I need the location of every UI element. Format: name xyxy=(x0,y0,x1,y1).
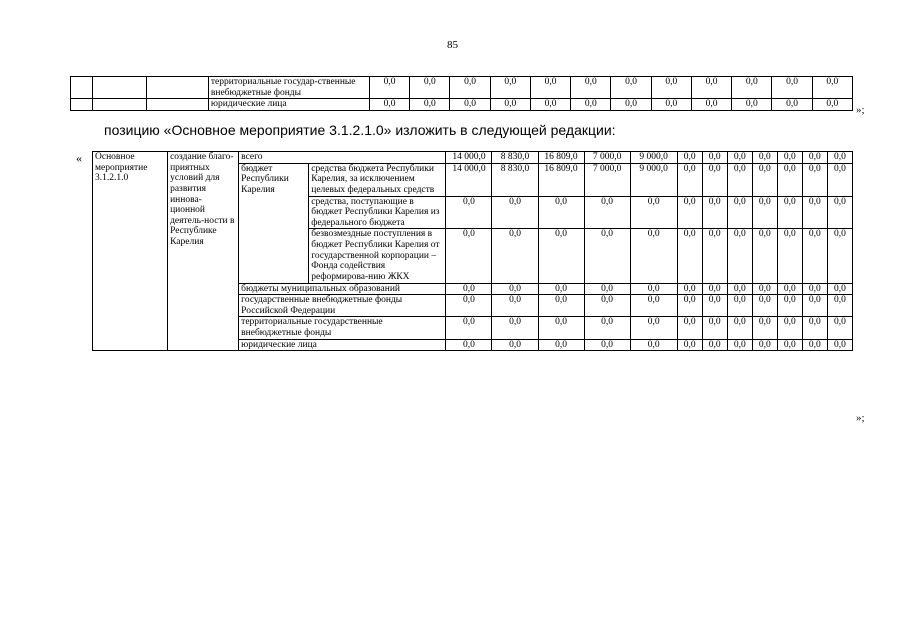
value-cell: 0,0 xyxy=(802,196,827,229)
value-cell: 0,0 xyxy=(677,317,702,339)
value-cell: 8 830,0 xyxy=(492,152,538,164)
value-cell: 0,0 xyxy=(727,339,752,351)
value-cell: 0,0 xyxy=(492,196,538,229)
row-label: бюджеты муниципальных образований xyxy=(239,283,446,295)
row-label: средства, поступающие в бюджет Республики Карелия из федерального бюджета xyxy=(309,196,446,229)
value-cell: 14 000,0 xyxy=(446,163,492,196)
row-label: юридические лица xyxy=(239,339,446,351)
value-cell: 0,0 xyxy=(611,99,651,111)
value-cell: 0,0 xyxy=(492,339,538,351)
value-cell: 0,0 xyxy=(446,196,492,229)
value-cell: 0,0 xyxy=(677,339,702,351)
value-cell: 0,0 xyxy=(651,99,691,111)
value-cell: 0,0 xyxy=(492,283,538,295)
value-cell: 7 000,0 xyxy=(584,152,630,164)
value-cell: 0,0 xyxy=(584,196,630,229)
value-cell: 0,0 xyxy=(677,152,702,164)
value-cell: 0,0 xyxy=(777,283,802,295)
value-cell: 0,0 xyxy=(702,229,727,283)
value-cell: 0,0 xyxy=(777,317,802,339)
value-cell: 0,0 xyxy=(752,283,777,295)
value-cell: 0,0 xyxy=(802,229,827,283)
value-cell: 0,0 xyxy=(450,77,490,99)
value-cell: 0,0 xyxy=(727,196,752,229)
value-cell: 0,0 xyxy=(727,317,752,339)
row-label: государственные внебюджетные фонды Российской Федерации xyxy=(239,295,446,317)
value-cell: 0,0 xyxy=(530,99,570,111)
value-cell: 0,0 xyxy=(651,77,691,99)
value-cell: 0,0 xyxy=(584,283,630,295)
value-cell: 0,0 xyxy=(369,99,409,111)
value-cell: 14 000,0 xyxy=(446,152,492,164)
empty-cell xyxy=(93,99,147,111)
row-label: средства бюджета Республики Карелия, за исключением целевых федеральных средств xyxy=(309,163,446,196)
value-cell: 0,0 xyxy=(732,77,772,99)
value-cell: 0,0 xyxy=(691,77,731,99)
value-cell: 0,0 xyxy=(702,152,727,164)
value-cell: 0,0 xyxy=(630,339,677,351)
value-cell: 0,0 xyxy=(702,196,727,229)
row-label: всего xyxy=(239,152,446,164)
value-cell: 0,0 xyxy=(777,196,802,229)
value-cell: 0,0 xyxy=(611,77,651,99)
value-cell: 0,0 xyxy=(584,339,630,351)
activity-cell: Основное мероприятие 3.1.2.1.0 xyxy=(93,152,168,351)
value-cell: 0,0 xyxy=(702,163,727,196)
value-cell: 0,0 xyxy=(727,152,752,164)
value-cell: 0,0 xyxy=(630,317,677,339)
value-cell: 0,0 xyxy=(802,283,827,295)
value-cell: 0,0 xyxy=(802,152,827,164)
value-cell: 9 000,0 xyxy=(630,163,677,196)
value-cell: 0,0 xyxy=(827,196,852,229)
value-cell: 0,0 xyxy=(752,339,777,351)
empty-cell xyxy=(71,77,93,99)
goal-cell: создание благо-приятных условий для развития иннова-ционной деятель-ности в Республике Карелия xyxy=(168,152,239,351)
value-cell: 0,0 xyxy=(538,317,584,339)
value-cell: 0,0 xyxy=(777,339,802,351)
value-cell: 9 000,0 xyxy=(630,152,677,164)
value-cell: 0,0 xyxy=(538,339,584,351)
empty-cell xyxy=(147,77,208,99)
value-cell: 0,0 xyxy=(691,99,731,111)
value-cell: 0,0 xyxy=(752,229,777,283)
value-cell: 0,0 xyxy=(702,339,727,351)
value-cell: 0,0 xyxy=(446,295,492,317)
value-cell: 0,0 xyxy=(410,77,450,99)
value-cell: 0,0 xyxy=(538,283,584,295)
value-cell: 0,0 xyxy=(827,229,852,283)
value-cell: 0,0 xyxy=(752,317,777,339)
value-cell: 0,0 xyxy=(584,229,630,283)
value-cell: 0,0 xyxy=(492,317,538,339)
value-cell: 0,0 xyxy=(490,77,530,99)
value-cell: 0,0 xyxy=(777,229,802,283)
budget-table-main xyxy=(92,151,853,351)
value-cell: 0,0 xyxy=(802,163,827,196)
value-cell: 0,0 xyxy=(732,99,772,111)
value-cell: 0,0 xyxy=(450,99,490,111)
value-cell: 0,0 xyxy=(446,339,492,351)
value-cell: 0,0 xyxy=(827,163,852,196)
value-cell: 0,0 xyxy=(584,295,630,317)
row-label: территориальные государ-ственные внебюджетные фонды xyxy=(208,77,369,99)
value-cell: 8 830,0 xyxy=(492,163,538,196)
value-cell: 0,0 xyxy=(727,163,752,196)
opening-quote: « xyxy=(76,151,82,165)
empty-cell xyxy=(147,99,208,111)
value-cell: 0,0 xyxy=(827,317,852,339)
value-cell: 0,0 xyxy=(752,196,777,229)
value-cell: 0,0 xyxy=(827,283,852,295)
value-cell: 0,0 xyxy=(702,295,727,317)
value-cell: 0,0 xyxy=(812,77,852,99)
value-cell: 0,0 xyxy=(571,77,611,99)
value-cell: 0,0 xyxy=(677,229,702,283)
table-row-total xyxy=(93,152,853,164)
value-cell: 0,0 xyxy=(772,77,812,99)
value-cell: 0,0 xyxy=(630,229,677,283)
row-label: безвозмездные поступления в бюджет Республики Карелия от государственной корпорации – Фонда содействия реформирова-нию ЖКХ xyxy=(309,229,446,283)
value-cell: 0,0 xyxy=(446,283,492,295)
value-cell: 0,0 xyxy=(802,339,827,351)
value-cell: 0,0 xyxy=(677,283,702,295)
value-cell: 0,0 xyxy=(490,99,530,111)
value-cell: 0,0 xyxy=(827,152,852,164)
value-cell: 0,0 xyxy=(802,295,827,317)
value-cell: 0,0 xyxy=(538,229,584,283)
value-cell: 0,0 xyxy=(777,152,802,164)
budget-group-cell: бюджет Республики Карелия xyxy=(239,163,309,283)
value-cell: 0,0 xyxy=(571,99,611,111)
closing-quote-1: »; xyxy=(856,104,865,116)
value-cell: 0,0 xyxy=(752,295,777,317)
closing-quote-2: »; xyxy=(856,412,865,424)
empty-cell xyxy=(71,99,93,111)
value-cell: 16 809,0 xyxy=(538,152,584,164)
table-row xyxy=(71,99,853,111)
value-cell: 0,0 xyxy=(630,283,677,295)
value-cell: 0,0 xyxy=(446,317,492,339)
value-cell: 0,0 xyxy=(752,163,777,196)
value-cell: 0,0 xyxy=(410,99,450,111)
value-cell: 0,0 xyxy=(677,196,702,229)
value-cell: 7 000,0 xyxy=(584,163,630,196)
value-cell: 0,0 xyxy=(702,283,727,295)
value-cell: 0,0 xyxy=(827,295,852,317)
value-cell: 0,0 xyxy=(802,317,827,339)
value-cell: 0,0 xyxy=(727,283,752,295)
value-cell: 0,0 xyxy=(812,99,852,111)
value-cell: 0,0 xyxy=(727,229,752,283)
value-cell: 0,0 xyxy=(492,229,538,283)
value-cell: 0,0 xyxy=(727,295,752,317)
value-cell: 0,0 xyxy=(772,99,812,111)
value-cell: 0,0 xyxy=(584,317,630,339)
value-cell: 0,0 xyxy=(538,295,584,317)
budget-table-continuation xyxy=(70,76,853,111)
value-cell: 0,0 xyxy=(630,196,677,229)
value-cell: 0,0 xyxy=(777,163,802,196)
row-label: территориальные государственные внебюджетные фонды xyxy=(239,317,446,339)
empty-cell xyxy=(93,77,147,99)
value-cell: 0,0 xyxy=(677,295,702,317)
value-cell: 0,0 xyxy=(827,339,852,351)
value-cell: 16 809,0 xyxy=(538,163,584,196)
value-cell: 0,0 xyxy=(538,196,584,229)
value-cell: 0,0 xyxy=(369,77,409,99)
value-cell: 0,0 xyxy=(530,77,570,99)
value-cell: 0,0 xyxy=(630,295,677,317)
value-cell: 0,0 xyxy=(702,317,727,339)
value-cell: 0,0 xyxy=(777,295,802,317)
value-cell: 0,0 xyxy=(446,229,492,283)
value-cell: 0,0 xyxy=(677,163,702,196)
value-cell: 0,0 xyxy=(492,295,538,317)
row-label: юридические лица xyxy=(208,99,369,111)
instruction-text: позицию «Основное мероприятие 3.1.2.1.0» изложить в следующей редакции: xyxy=(104,122,616,138)
table-row xyxy=(71,77,853,99)
page-number: 85 xyxy=(447,39,458,51)
value-cell: 0,0 xyxy=(752,152,777,164)
